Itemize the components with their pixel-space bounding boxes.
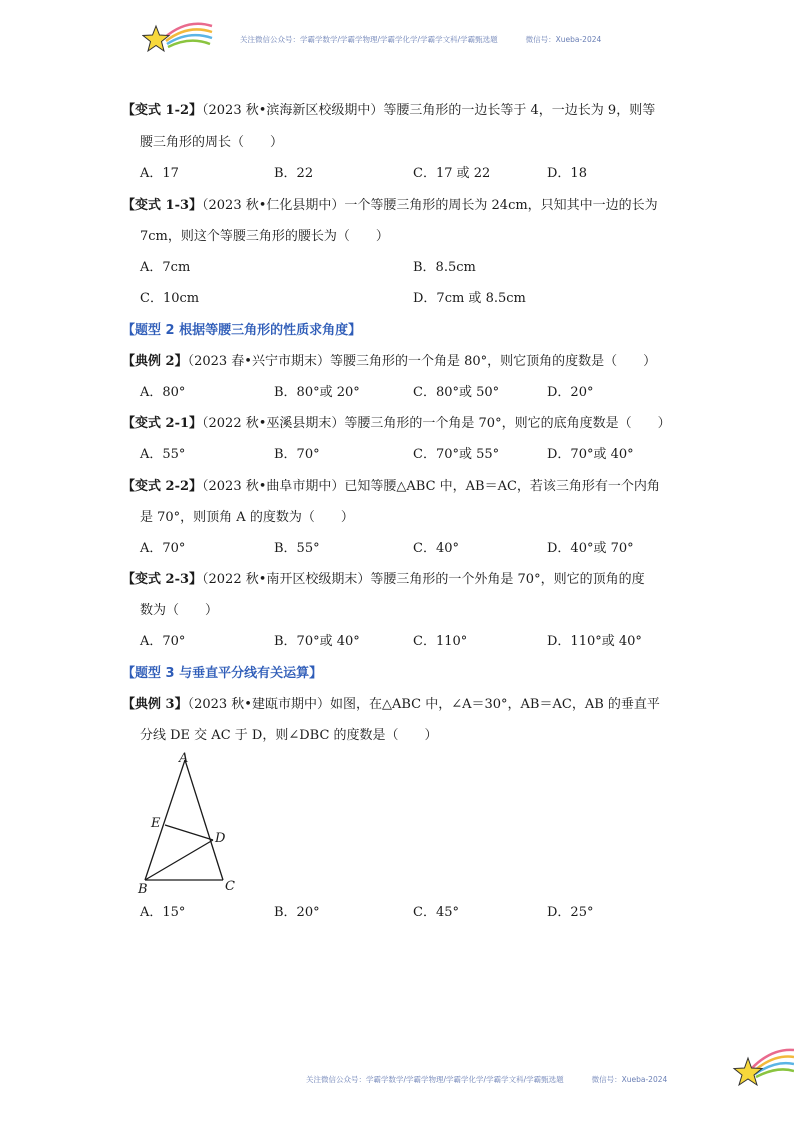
label-b: B — [138, 882, 148, 897]
question-text-cont: 是 70°，则顶角 A 的度数为（ ） — [140, 510, 354, 525]
option-a: A．15° — [140, 905, 186, 920]
question-text: （2022 秋•南开区校级期末）等腰三角形的一个外角是 70°，则它的顶角的度 — [202, 572, 645, 587]
question-text: （2023 秋•曲阜市期中）已知等腰△ABC 中，AB＝AC，若该三角形有一个内角 — [202, 479, 660, 494]
option-d: D．20° — [547, 385, 594, 400]
footer-banner — [306, 1074, 667, 1085]
side-ac — [185, 760, 223, 880]
question-tag: 【典例 2】 — [122, 354, 188, 369]
label-e: E — [151, 816, 161, 831]
option-b: B．70°或 40° — [274, 634, 360, 649]
question-text-cont: 7cm，则这个等腰三角形的腰长为（ ） — [140, 229, 389, 244]
option-b: B．80°或 20° — [274, 385, 360, 400]
option-c: C．70°或 55° — [413, 447, 500, 462]
option-d: D．7cm 或 8.5cm — [413, 291, 526, 306]
option-a: A．70° — [140, 541, 186, 556]
label-d: D — [215, 831, 226, 846]
star-logo-icon — [142, 18, 214, 60]
footer-wechat: 微信号：Xueba-2024 — [591, 1075, 668, 1084]
question-tag: 【变式 1-2】 — [122, 103, 203, 118]
option-d: D．110°或 40° — [547, 634, 642, 649]
header-wechat: 微信号：Xueba-2024 — [525, 35, 602, 44]
option-c: C．17 或 22 — [413, 166, 491, 181]
example-3 — [122, 696, 660, 714]
question-1-2 — [122, 102, 655, 120]
star-logo-icon — [732, 1038, 794, 1098]
example-2 — [122, 353, 656, 371]
option-d: D．25° — [547, 905, 594, 920]
option-a: A．55° — [140, 447, 186, 462]
option-a: A．17 — [140, 166, 179, 181]
footer-text: 关注微信公众号：学霸学数学/学霸学物理/学霸学化学/学霸学文科/学霸甄选题 — [306, 1075, 564, 1084]
question-text-cont: 数为（ ） — [140, 603, 219, 618]
option-b: B．55° — [274, 541, 320, 556]
option-d: D．40°或 70° — [547, 541, 634, 556]
question-tag: 【变式 2-3】 — [122, 572, 203, 587]
label-c: C — [225, 879, 235, 894]
section-heading-3: 【题型 3 与垂直平分线有关运算】 — [122, 666, 323, 681]
option-b: B．22 — [274, 166, 314, 181]
segment-bd — [145, 840, 213, 880]
option-d: D．70°或 40° — [547, 447, 634, 462]
question-text: （2022 秋•巫溪县期末）等腰三角形的一个角是 70°，则它的底角度数是（ ） — [202, 416, 671, 431]
question-text: （2023 秋•建瓯市期中）如图，在△ABC 中，∠A＝30°，AB＝AC，AB 的垂直平 — [187, 697, 660, 712]
question-2-3 — [122, 571, 645, 589]
option-b: B．20° — [274, 905, 320, 920]
section-heading-2: 【题型 2 根据等腰三角形的性质求角度】 — [122, 323, 362, 338]
option-c: C．40° — [413, 541, 459, 556]
question-tag: 【变式 2-2】 — [122, 479, 203, 494]
header-text: 关注微信公众号：学霸学数学/学霸学物理/学霸学化学/学霸学文科/学霸甄选题 — [240, 35, 498, 44]
question-text-cont: 腰三角形的周长（ ） — [140, 135, 284, 150]
option-c: C．110° — [413, 634, 468, 649]
question-2-1 — [122, 415, 671, 433]
option-c: C．45° — [413, 905, 459, 920]
option-a: A．7cm — [140, 260, 191, 275]
option-a: A．80° — [140, 385, 186, 400]
option-b: B．8.5cm — [413, 260, 476, 275]
option-c: C．10cm — [140, 291, 200, 306]
label-a: A — [179, 751, 189, 766]
option-d: D．18 — [547, 166, 587, 181]
question-tag: 【典例 3】 — [122, 697, 188, 712]
option-a: A．70° — [140, 634, 186, 649]
question-tag: 【变式 1-3】 — [122, 198, 203, 213]
question-1-3 — [122, 197, 658, 215]
question-text: （2023 春•兴宁市期末）等腰三角形的一个角是 80°，则它顶角的度数是（ ） — [187, 354, 657, 369]
triangle-figure — [130, 748, 250, 898]
header-banner — [240, 34, 601, 45]
question-text: （2023 秋•滨海新区校级期中）等腰三角形的一边长等于 4，一边长为 9，则等 — [202, 103, 656, 118]
question-text: （2023 秋•仁化县期中）一个等腰三角形的周长为 24cm，只知其中一边的长为 — [202, 198, 658, 213]
question-tag: 【变式 2-1】 — [122, 416, 203, 431]
option-c: C．80°或 50° — [413, 385, 500, 400]
question-2-2 — [122, 478, 660, 496]
question-text-cont: 分线 DE 交 AC 于 D，则∠DBC 的度数是（ ） — [140, 728, 438, 743]
option-b: B．70° — [274, 447, 320, 462]
